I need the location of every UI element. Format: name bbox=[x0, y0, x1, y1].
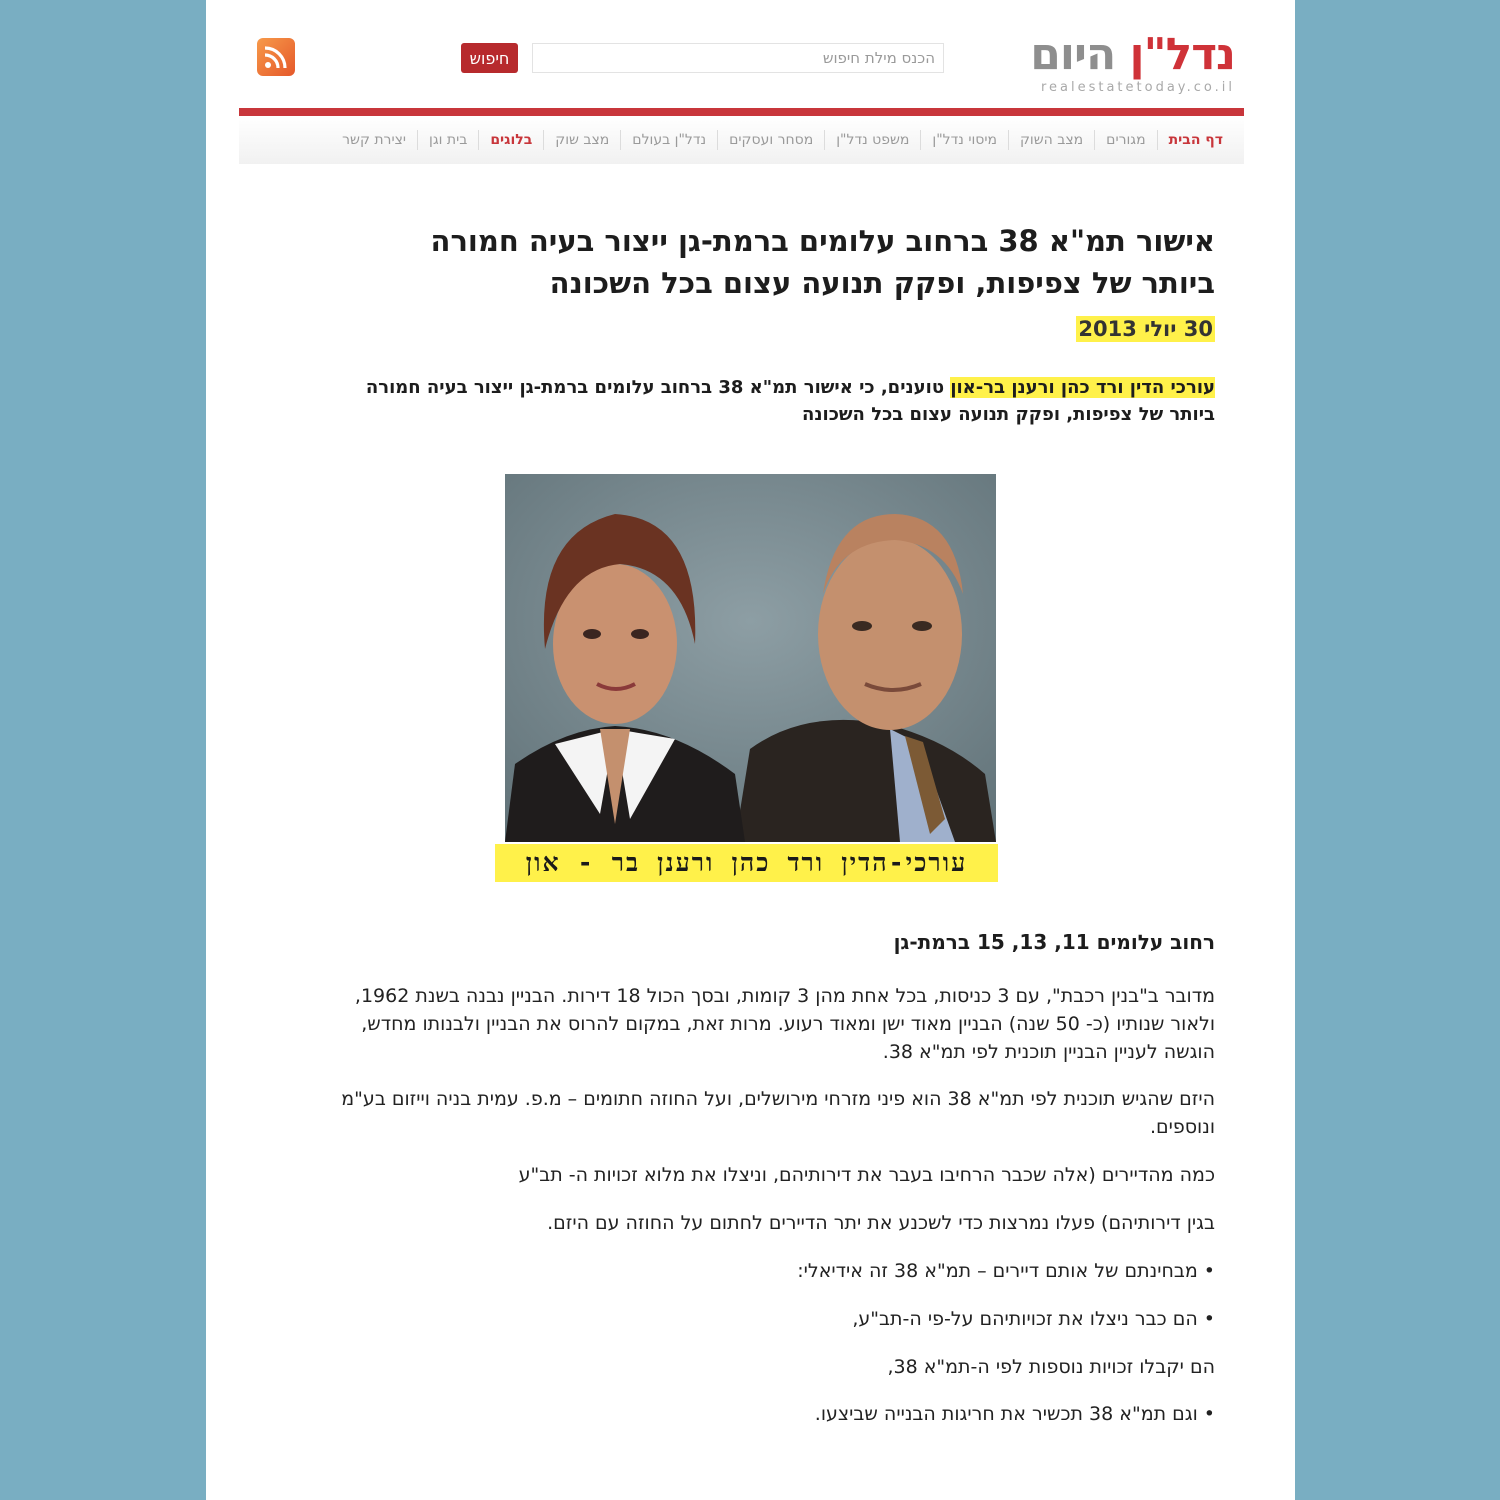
nav-item-7[interactable]: מצב שוק bbox=[543, 130, 620, 150]
nav-item-0[interactable]: דף הבית bbox=[1157, 130, 1234, 150]
main-nav bbox=[239, 116, 1244, 164]
photo-caption: עורכי-הדין ורד כהן ורענן בר - און bbox=[495, 844, 998, 882]
site-logo[interactable] bbox=[1030, 28, 1235, 95]
nav-item-9[interactable]: בית וגן bbox=[417, 130, 478, 150]
nav-item-1[interactable]: מגורים bbox=[1094, 130, 1156, 150]
nav-item-5[interactable]: מסחר ועסקים bbox=[717, 130, 824, 150]
header-divider bbox=[239, 108, 1244, 116]
rss-icon[interactable] bbox=[257, 38, 295, 76]
bullet-3: הם יקבלו זכויות נוספות לפי ה-תמ"א 38, bbox=[887, 1356, 1215, 1378]
lead-highlight: עורכי הדין ורד כהן ורענן בר-און bbox=[950, 377, 1215, 398]
nav-item-8[interactable]: בלוגים bbox=[478, 130, 543, 150]
nav-item-6[interactable]: נדל"ן בעולם bbox=[620, 130, 717, 150]
paragraph-1: מדובר ב"בנין רכבת", עם 3 כניסות, בכל אחת מהן 3 קומות, ובסך הכול 18 דירות. הבניין נבנה בשנת 1962, ולאור שנותיו (כ- 50 שנה) הבניין מאוד ישן ומאוד רעוע. מרות זאת, במקום להרוס את הבניין ולבנותו מחדש, הוגשה לעניין הבניין תוכנית לפי תמ"א 38. bbox=[354, 985, 1215, 1063]
article-subhead: רחוב עלומים 11, 13, 15 ברמת-גן bbox=[893, 930, 1215, 954]
nav-item-4[interactable]: משפט נדל"ן bbox=[824, 130, 920, 150]
nav-item-3[interactable]: מיסוי נדל"ן bbox=[920, 130, 1008, 150]
nav-item-2[interactable]: מצב השוק bbox=[1008, 130, 1094, 150]
article-lead bbox=[355, 374, 1215, 428]
paragraph-4: בגין דירותיהם) פעלו נמרצות כדי לשכנע את יתר הדיירים לחתום על החוזה עם היזם. bbox=[547, 1212, 1215, 1234]
article-page bbox=[206, 0, 1295, 1500]
search-button[interactable]: חיפוש bbox=[461, 43, 518, 73]
logo-text-gray: היום bbox=[1030, 29, 1116, 80]
article-date: 30 יולי 2013 bbox=[1078, 317, 1213, 341]
paragraph-2: היזם שהגיש תוכנית לפי תמ"א 38 הוא פיני מזרחי מירושלים, ועל החוזה חתומים – מ.פ. עמית בניה וייזום בע"מ ונוספים. bbox=[341, 1088, 1215, 1138]
nav-item-10[interactable]: יצירת קשר bbox=[342, 132, 407, 148]
logo-subtitle: realestatetoday.co.il bbox=[1040, 80, 1235, 95]
lawyers-photo bbox=[505, 474, 996, 842]
bullet-1: • מבחינתם של אותם דיירים – תמ"א 38 זה אידיאלי: bbox=[797, 1260, 1215, 1282]
bullet-2: • הם כבר ניצלו את זכויותיהם על-פי ה-תב"ע, bbox=[852, 1308, 1215, 1330]
logo-text-red: נדל"ן bbox=[1129, 29, 1235, 80]
search-input[interactable] bbox=[532, 43, 944, 73]
bullet-4: • וגם תמ"א 38 תכשיר את חריגות הבנייה שביצעו. bbox=[814, 1403, 1215, 1425]
article-title: אישור תמ"א 38 ברחוב עלומים ברמת-גן ייצור בעיה חמורה ביותר של צפיפות, ופקק תנועה עצום בכל השכונה bbox=[430, 224, 1215, 300]
paragraph-3: כמה מהדיירים (אלה שכבר הרחיבו בעבר את דירותיהם, וניצלו את מלוא זכויות ה- תב"ע bbox=[518, 1164, 1215, 1186]
lead-text: טוענים, כי אישור תמ"א 38 ברחוב עלומים ברמת-גן ייצור בעיה חמורה ביותר של צפיפות, ופקק תנועה עצום בכל השכונה bbox=[365, 377, 1215, 425]
